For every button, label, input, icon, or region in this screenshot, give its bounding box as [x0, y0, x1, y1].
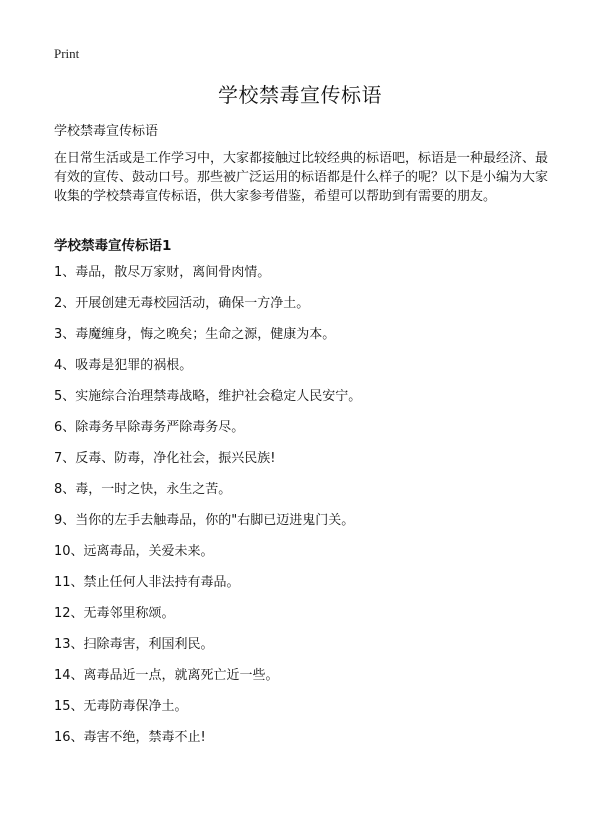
document-title: 学校禁毒宣传标语 [218, 83, 382, 107]
slogan-list [54, 263, 564, 759]
slogan-item: 3、毒魔缠身，悔之晚矣；生命之源，健康为本。 [54, 327, 336, 342]
document-subheading: 学校禁毒宣传标语 [54, 124, 159, 139]
slogan-item: 6、除毒务早除毒务严除毒务尽。 [54, 420, 245, 435]
slogan-item: 14、离毒品近一点，就离死亡近一些。 [54, 668, 279, 683]
slogan-item: 11、禁止任何人非法持有毒品。 [54, 575, 240, 590]
slogan-item: 12、无毒邻里称颂。 [54, 606, 175, 621]
slogan-item: 10、远离毒品，关爱未来。 [54, 544, 214, 559]
slogan-item: 13、扫除毒害，利国利民。 [54, 637, 214, 652]
slogan-item: 7、反毒、防毒，净化社会，振兴民族! [54, 451, 276, 466]
slogan-item: 4、吸毒是犯罪的祸根。 [54, 358, 193, 373]
print-link[interactable]: Print [54, 46, 80, 61]
slogan-item: 9、当你的左手去触毒品，你的"右脚已迈进鬼门关。 [54, 513, 355, 528]
slogan-item: 2、开展创建无毒校园活动，确保一方净土。 [54, 296, 310, 311]
intro-paragraph: 在日常生活或是工作学习中，大家都接触过比较经典的标语吧，标语是一种最经济、最有效的宣传、鼓动口号。那些被广泛运用的标语都是什么样子的呢？以下是小编为大家收集的学校禁毒宣传标语，供大家参考借鉴，希望可以帮助到有需要的朋友。 [54, 151, 549, 204]
slogan-item: 5、实施综合治理禁毒战略，维护社会稳定人民安宁。 [54, 389, 362, 404]
slogan-item: 15、无毒防毒保净土。 [54, 699, 188, 714]
slogan-item: 1、毒品，散尽万家财，离间骨肉情。 [54, 265, 271, 280]
slogan-item: 8、毒，一时之快，永生之苦。 [54, 482, 232, 497]
section-heading: 学校禁毒宣传标语1 [54, 238, 172, 254]
slogan-item: 16、毒害不绝，禁毒不止! [54, 730, 206, 745]
